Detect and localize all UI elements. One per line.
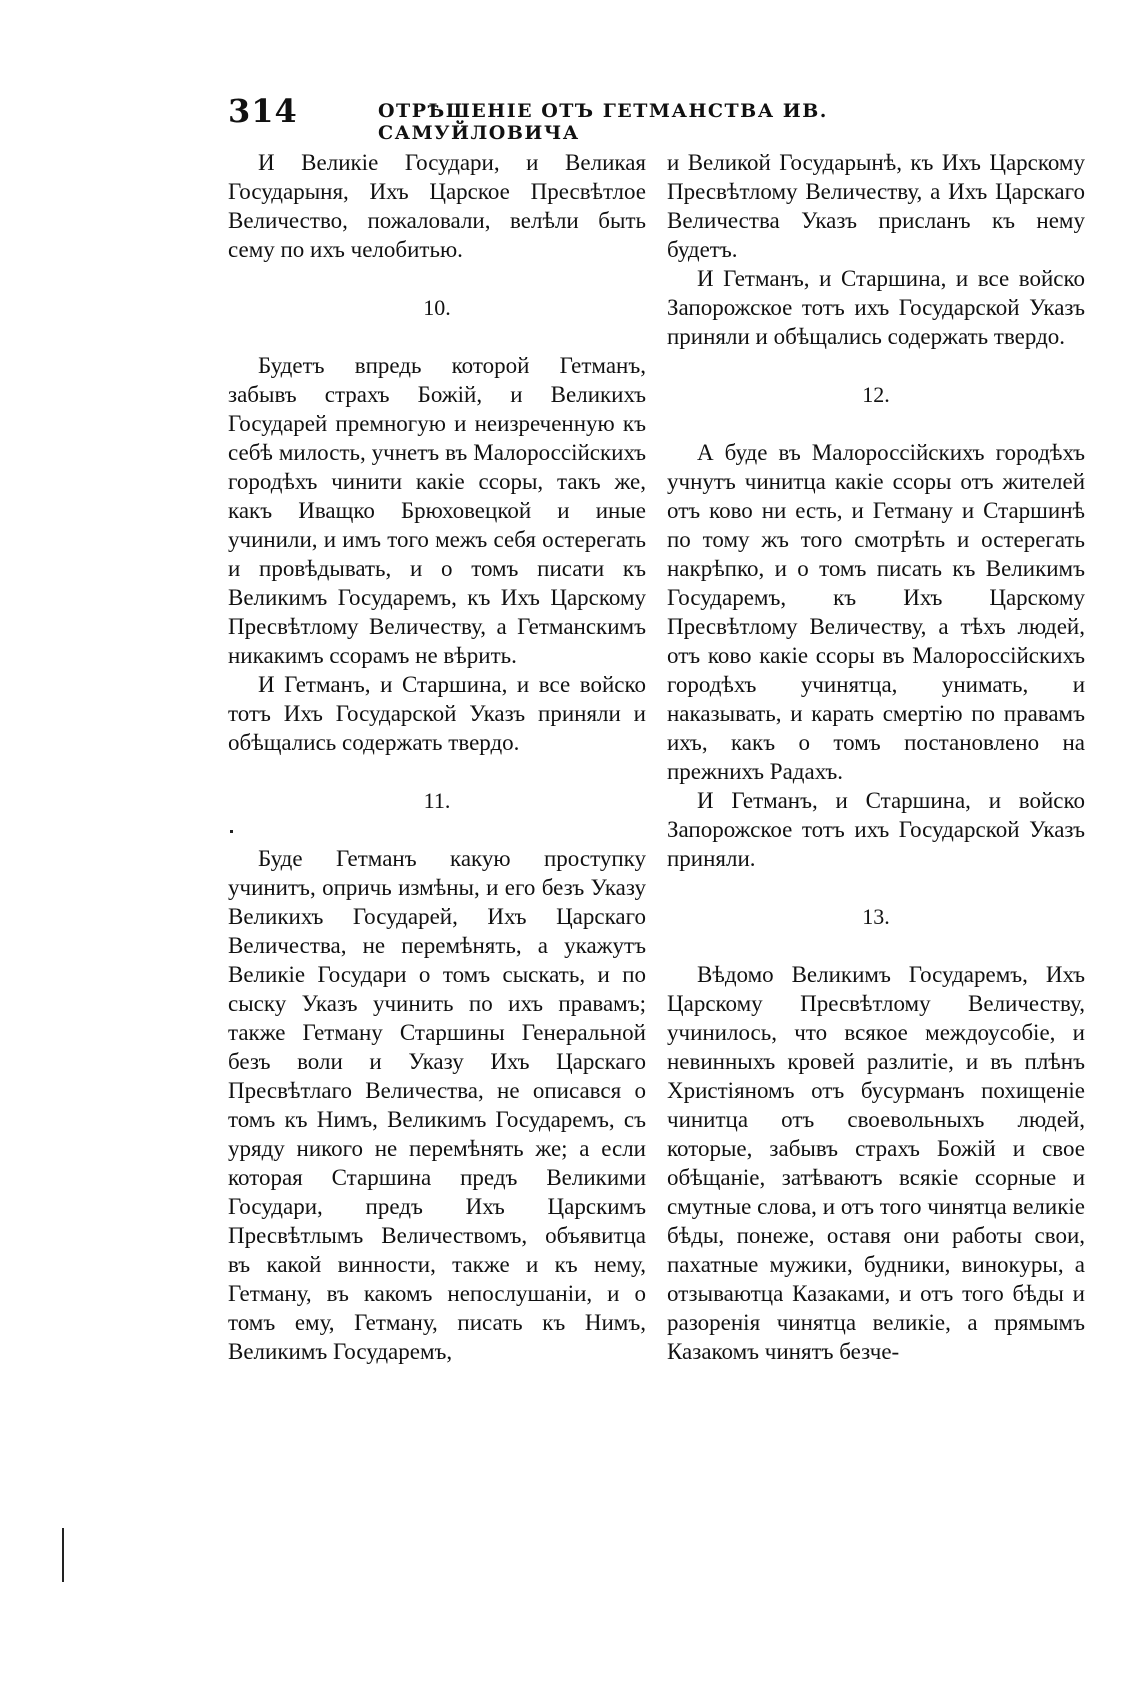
spacer (228, 264, 646, 293)
section-number-10: 10. (423, 295, 451, 320)
section-number-12: 12. (862, 382, 890, 407)
spacer (667, 873, 1085, 902)
intro-paragraph: И Великіе Государи, и Великая Государыня, Ихъ Царское Пресвѣтлое Величество, пожаловали, велѣли быть сему по ихъ челобитью. (228, 150, 646, 262)
left-column (228, 148, 646, 1366)
section-13-paragraph-1: Вѣдомо Великимъ Государемъ, Ихъ Царскому Пресвѣтлому Величеству, учинилось, что всякое междоусобіе, и невинныхъ кровей разлитіе, и въ плѣнъ Христіяномъ отъ бусурманъ похищеніе чинитца отъ своевольныхъ людей, которые, забывъ страхъ Божій и свое обѣщаніе, затѣваютъ всякіе ссорные и смутные слова, и отъ того чинятца великіе бѣды, понеже, оставя они работы свои, пахатные мужики, будники, винокуры, а отзываютца Казаками, и отъ того бѣды и разоренія чинятца великіе, а прямымъ Казакомъ чинятъ безче- (667, 962, 1085, 1364)
page-number: 314 (228, 92, 298, 130)
spacer (667, 351, 1085, 380)
right-column (667, 148, 1085, 1366)
section-11-paragraph-1: Буде Гетманъ какую проступку учинитъ, опричь измѣны, и его безъ Указу Великихъ Государей, Ихъ Царскаго Величества, не перемѣнять, а укажутъ Великіе Государи о томъ сыскать, и по сыску Указъ учинить по ихъ правамъ; также Гетману Старшины Генеральной безъ воли и Указу Ихъ Царскаго Пресвѣтлаго Величества, не описався о томъ къ Нимъ, Великимъ Государемъ, съ уряду никого не перемѣнять же; а если которая Старшина предъ Великими Государи, предъ Ихъ Царскимъ Пресвѣтлымъ Величествомъ, объявитца въ какой винности, также и къ нему, Гетману, въ какомъ непослушаніи, и о томъ ему, Гетману, писать къ Нимъ, Великимъ Государемъ, (228, 846, 646, 1364)
section-12-paragraph-2: И Гетманъ, и Старшина, и войско Запорожское тотъ ихъ Государской Указъ приняли. (667, 788, 1085, 871)
section-11-paragraph-2: И Гетманъ, и Старшина, и все войско Запорожское тотъ ихъ Государской Указъ приняли и обѣщались содержать твердо. (667, 266, 1085, 349)
section-10-paragraph-1: Будетъ впредь которой Гетманъ, забывъ страхъ Божій, и Великихъ Государей премногую и неизреченную къ себѣ милость, учнетъ въ Малороссійскихъ городѣхъ чинити какіе ссоры, такъ же, какъ Иващко Брюховецкой и иные учинили, и имъ того межъ себя остерегать и провѣдывать, и о томъ писати къ Великимъ Государемъ, къ Ихъ Царскому Пресвѣтлому Величеству, а Гетманскимъ никакимъ ссорамъ не вѣрить. (228, 353, 646, 668)
continued-paragraph: и Великой Государынѣ, къ Ихъ Царскому Пресвѣтлому Величеству, а Ихъ Царскаго Величества Указъ присланъ къ нему будетъ. (667, 150, 1085, 262)
spacer (228, 757, 646, 786)
running-header (228, 92, 948, 144)
spacer (667, 409, 1085, 438)
spacer (667, 931, 1085, 960)
margin-dot (230, 830, 233, 833)
spacer (228, 322, 646, 351)
spacer (228, 815, 646, 844)
section-10-paragraph-2: И Гетманъ, и Старшина, и все войско тотъ Ихъ Государской Указъ приняли и обѣщались содержать твердо. (228, 672, 646, 755)
section-number-13: 13. (862, 904, 890, 929)
running-title: ОТРѢШЕНІЕ ОТЪ ГЕТМАНСТВА ИВ. САМУЙЛОВИЧА (378, 100, 828, 144)
section-12-paragraph-1: А буде въ Малороссійскихъ городѣхъ учнутъ чинитца какіе ссоры отъ жителей отъ ково ни есть, и Гетману и Старшинѣ по тому жъ того смотрѣть и остерегать накрѣпко, и о томъ писать къ Великимъ Государемъ, къ Ихъ Царскому Пресвѣтлому Величеству, а тѣхъ людей, отъ ково какіе ссоры въ Малороссійскихъ городѣхъ учинятца, унимать, и наказывать, и карать смертію по правамъ ихъ, какъ о томъ постановлено на прежнихъ Радахъ. (667, 440, 1085, 784)
section-number-11: 11. (423, 788, 451, 813)
margin-mark (62, 1528, 64, 1582)
